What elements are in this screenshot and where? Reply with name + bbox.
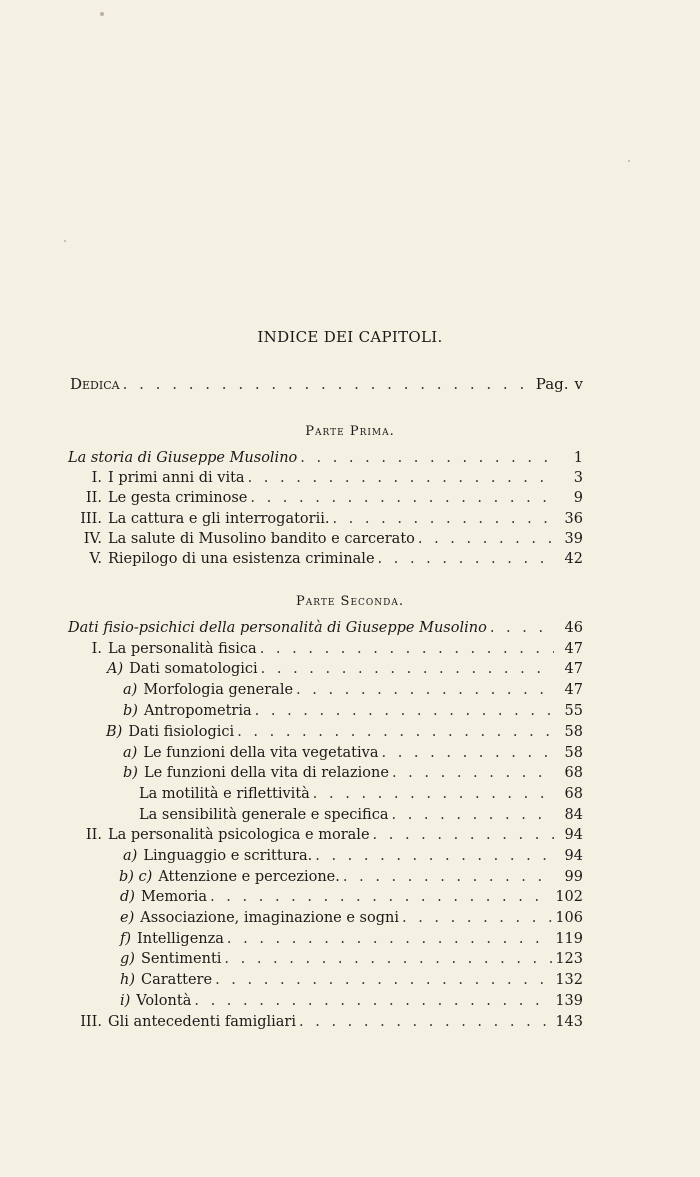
entry-letter: e) — [120, 910, 135, 926]
toc-entry — [107, 661, 583, 681]
entry-label: Le gesta criminose — [108, 490, 248, 506]
entry-page: 55 — [564, 703, 583, 719]
paper-speck — [628, 160, 630, 162]
leader-dots — [255, 703, 554, 719]
entry-label: Dati somatologici — [129, 661, 258, 677]
toc-entry — [70, 827, 583, 847]
entry-label: Antropometria — [143, 703, 252, 719]
entry-number: III. — [80, 511, 102, 527]
leader-dots — [250, 490, 554, 506]
toc-entry — [70, 551, 583, 571]
entry-label: La cattura e gli interrogatorii. — [108, 511, 330, 527]
leader-dots — [392, 765, 554, 781]
leader-dots — [381, 745, 554, 761]
entry-number: V. — [89, 551, 102, 567]
entry-page: 47 — [564, 682, 583, 698]
part-heading: Parte Seconda. — [295, 594, 405, 609]
entry-label: Attenzione e percezione. — [158, 869, 340, 885]
entry-label: La motilità e riflettività — [139, 786, 310, 802]
toc-entry — [123, 765, 583, 785]
toc-entry — [123, 682, 583, 702]
entry-label: Carattere — [141, 972, 213, 988]
entry-letter: f) — [120, 931, 132, 947]
entry-letter: b) c) — [119, 869, 153, 885]
leader-dots — [402, 910, 552, 926]
toc-entry — [139, 807, 583, 827]
leader-dots — [490, 620, 554, 636]
entry-letter: g) — [120, 951, 135, 967]
dedica-page-prefix: Pag. — [535, 375, 569, 393]
leader-dots — [299, 1014, 552, 1030]
page-title: INDICE DEI CAPITOLI. — [257, 328, 443, 346]
entry-letter: h) — [120, 972, 135, 988]
leader-dots — [391, 807, 554, 823]
entry-label: La personalità psicologica e morale — [108, 827, 370, 843]
entry-label: Sentimenti — [140, 951, 222, 967]
leader-dots — [224, 951, 552, 967]
entry-page: 143 — [555, 1014, 583, 1030]
toc-entry — [120, 951, 583, 971]
toc-entry — [66, 1014, 583, 1034]
entry-letter: b) — [123, 765, 138, 781]
entry-label: La salute di Musolino bandito e carcerato — [108, 531, 415, 547]
leader-dots — [194, 993, 552, 1009]
entry-letter: a) — [123, 848, 138, 864]
toc-entry — [123, 745, 583, 765]
entry-letter: a) — [123, 682, 138, 698]
entry-page: 42 — [564, 551, 583, 567]
leader-dots — [332, 511, 554, 527]
toc-entry — [68, 450, 583, 470]
entry-page: 3 — [573, 470, 583, 486]
leader-dots — [315, 848, 554, 864]
entry-page: 132 — [555, 972, 583, 988]
paper-speck — [64, 240, 66, 242]
entry-label: Volontà — [136, 993, 192, 1009]
toc-entry — [120, 931, 583, 951]
toc-entry — [70, 511, 583, 531]
leader-dots — [373, 827, 554, 843]
leader-dots — [300, 450, 554, 466]
entry-page: 46 — [564, 620, 583, 636]
entry-label: La personalità fisica — [108, 641, 257, 657]
entry-page: 139 — [555, 993, 583, 1009]
entry-letter: i) — [120, 993, 131, 1009]
entry-label: Le funzioni della vita vegetativa — [143, 745, 379, 761]
entry-page: 99 — [564, 869, 583, 885]
entry-letter: a) — [123, 745, 138, 761]
entry-page: 58 — [564, 724, 583, 740]
entry-label: Linguaggio e scrittura. — [143, 848, 313, 864]
entry-letter: B) — [106, 724, 123, 740]
entry-page: 68 — [564, 765, 583, 781]
entry-label: Gli antecedenti famigliari — [108, 1014, 297, 1030]
entry-label: Dati fisio-psichici della personalità di Giuseppe Musolino — [68, 620, 487, 636]
toc-entry-dedica — [70, 375, 583, 393]
entry-page: 119 — [555, 931, 583, 947]
entry-page: 47 — [564, 661, 583, 677]
entry-label: I primi anni di vita — [108, 470, 245, 486]
toc-entry — [139, 786, 583, 806]
entry-label: La storia di Giuseppe Musolino — [68, 450, 298, 466]
entry-letter: d) — [120, 889, 135, 905]
entry-label: Le funzioni della vita di relazione — [143, 765, 389, 781]
toc-entry — [123, 848, 583, 868]
leader-dots — [123, 375, 533, 393]
leader-dots — [260, 641, 554, 657]
entry-number: II. — [85, 827, 102, 843]
entry-letter: A) — [107, 661, 124, 677]
toc-entry — [123, 703, 583, 723]
leader-dots — [237, 724, 554, 740]
leader-dots — [210, 889, 552, 905]
entry-page: 94 — [564, 827, 583, 843]
dedica-label: Dedica — [70, 375, 120, 393]
leader-dots — [343, 869, 554, 885]
entry-page: 39 — [564, 531, 583, 547]
entry-number: I. — [91, 470, 102, 486]
entry-page: 1 — [573, 450, 583, 466]
entry-page: 9 — [573, 490, 583, 506]
entry-label: Morfologia generale — [143, 682, 294, 698]
entry-label: Riepilogo di una esistenza criminale — [108, 551, 375, 567]
entry-page: 84 — [564, 807, 583, 823]
toc-entry — [120, 972, 583, 992]
toc-entry — [70, 490, 583, 510]
part-heading: Parte Prima. — [305, 424, 395, 439]
entry-page: 68 — [564, 786, 583, 802]
toc-entry — [119, 869, 583, 889]
leader-dots — [296, 682, 554, 698]
dedica-page: v — [574, 375, 583, 393]
leader-dots — [227, 931, 552, 947]
toc-entry — [120, 910, 583, 930]
entry-label: Associazione, imaginazione e sogni — [140, 910, 399, 926]
entry-page: 47 — [564, 641, 583, 657]
leader-dots — [215, 972, 552, 988]
entry-number: III. — [80, 1014, 102, 1030]
toc-entry — [70, 531, 583, 551]
toc-entry — [120, 993, 583, 1013]
entry-page: 102 — [555, 889, 583, 905]
entry-label: Memoria — [140, 889, 208, 905]
entry-page: 94 — [564, 848, 583, 864]
entry-label: Dati fisiologici — [128, 724, 235, 740]
leader-dots — [248, 470, 554, 486]
entry-page: 106 — [555, 910, 583, 926]
toc-entry — [70, 641, 583, 661]
entry-label: La sensibilità generale e specifica — [139, 807, 389, 823]
leader-dots — [313, 786, 554, 802]
toc-entry — [106, 724, 583, 744]
toc-entry — [68, 620, 583, 640]
leader-dots — [378, 551, 554, 567]
entry-number: I. — [91, 641, 102, 657]
leader-dots — [261, 661, 554, 677]
toc-entry — [70, 470, 583, 490]
entry-number: II. — [85, 490, 102, 506]
entry-label: Intelligenza — [137, 931, 224, 947]
entry-page: 36 — [564, 511, 583, 527]
entry-letter: b) — [123, 703, 138, 719]
entry-page: 123 — [555, 951, 583, 967]
entry-page: 58 — [564, 745, 583, 761]
paper-speck — [100, 12, 104, 16]
entry-number: IV. — [83, 531, 102, 547]
leader-dots — [418, 531, 554, 547]
toc-entry — [120, 889, 583, 909]
